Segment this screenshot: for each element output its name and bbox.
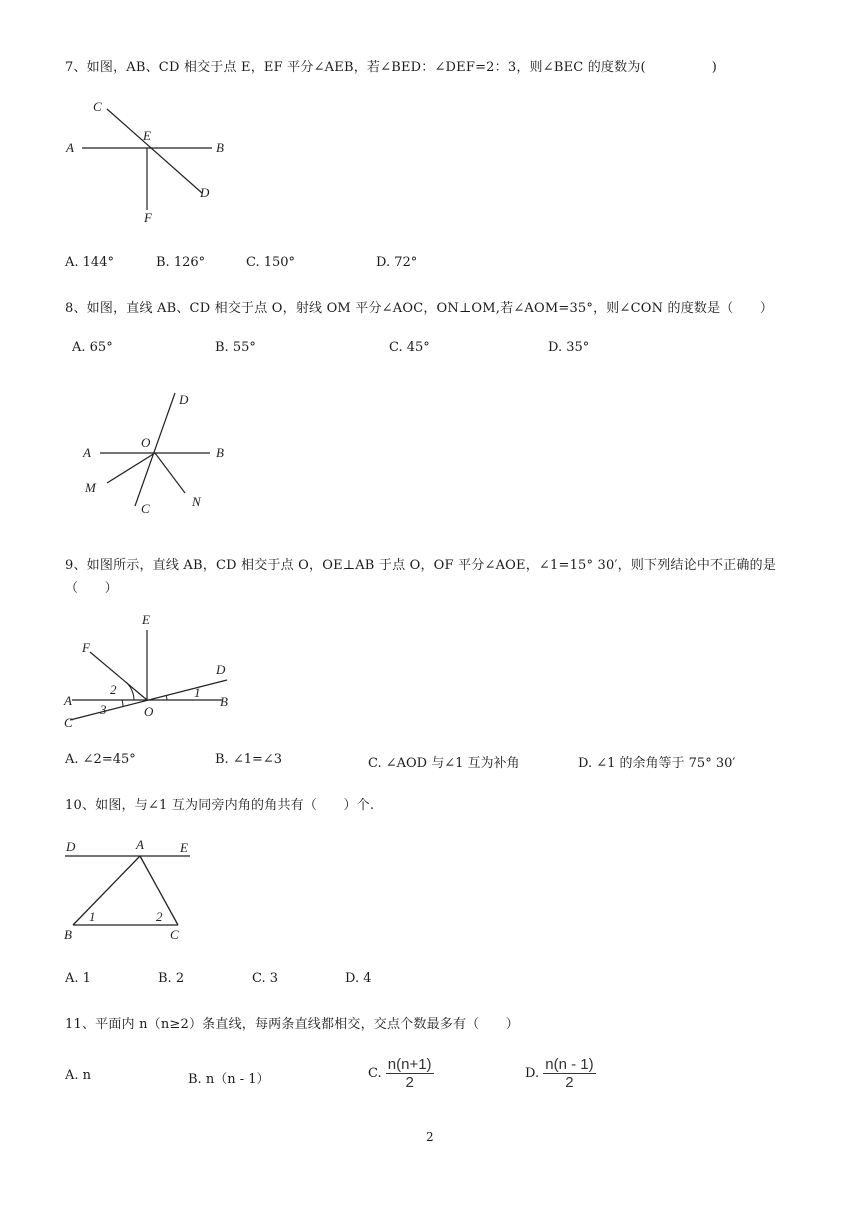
- q8-label-n: N: [192, 494, 201, 509]
- q9-option-d[interactable]: D. ∠1 的余角等于 75° 30′: [578, 756, 736, 771]
- q7-label-f: F: [144, 210, 152, 225]
- q7-label-b: B: [216, 140, 224, 155]
- q9-label-f: F: [82, 640, 90, 655]
- q11-option-b[interactable]: B. n（n - 1）: [188, 1072, 270, 1087]
- q9-label-d: D: [216, 662, 226, 677]
- q7-option-d[interactable]: D. 72°: [376, 255, 418, 270]
- question-9-figure: [62, 610, 242, 735]
- q10-label-a: A: [136, 837, 144, 852]
- question-11-text: 11、平面内 n（n≥2）条直线，每两条直线都相交，交点个数最多有（ ）: [65, 1017, 519, 1032]
- q10-label-e: E: [180, 840, 188, 855]
- q8-label-b: B: [216, 445, 224, 460]
- q9-label-e: E: [142, 612, 150, 627]
- q9-label-b: B: [220, 694, 228, 709]
- q7-label-c: C: [93, 99, 102, 114]
- q8-label-a: A: [83, 445, 91, 460]
- q9-label-1: 1: [194, 685, 201, 700]
- q11-option-d-fraction: [543, 1056, 595, 1091]
- q10-option-d[interactable]: D. 4: [345, 971, 372, 986]
- q8-option-b[interactable]: B. 55°: [215, 340, 256, 355]
- q10-option-c[interactable]: C. 3: [252, 971, 279, 986]
- q8-option-c[interactable]: C. 45°: [389, 340, 430, 355]
- q8-option-a[interactable]: A. 65°: [72, 340, 113, 355]
- q10-label-b: B: [64, 927, 72, 942]
- q11-option-d[interactable]: [525, 1056, 596, 1091]
- question-10-text: 10、如图，与∠1 互为同旁内角的角共有（ ）个.: [65, 798, 375, 813]
- q9-label-3: 3: [100, 702, 107, 717]
- q9-label-o: O: [144, 704, 154, 719]
- q7-label-e: E: [143, 128, 151, 143]
- q8-label-d: D: [179, 392, 189, 407]
- question-7-text: 7、如图，AB、CD 相交于点 E，EF 平分∠AEB，若∠BED：∠DEF=2：3，则∠BEC 的度数为( ): [65, 60, 718, 75]
- q9-option-a[interactable]: A. ∠2=45°: [65, 752, 136, 767]
- q7-label-d: D: [200, 185, 210, 200]
- q8-option-d[interactable]: D. 35°: [548, 340, 590, 355]
- q11-option-d-denominator: 2: [565, 1074, 574, 1091]
- q10-option-a[interactable]: A. 1: [65, 971, 91, 986]
- q11-option-d-label: D.: [525, 1066, 540, 1081]
- question-9-text-blank: （ ）: [65, 581, 118, 596]
- q9-label-a: A: [64, 693, 72, 708]
- question-7-figure: [62, 95, 232, 230]
- q11-option-c[interactable]: [368, 1056, 434, 1091]
- q9-option-c[interactable]: C. ∠AOD 与∠1 互为补角: [368, 756, 520, 771]
- q7-option-c[interactable]: C. 150°: [246, 255, 296, 270]
- q7-option-b[interactable]: B. 126°: [156, 255, 206, 270]
- q7-option-a[interactable]: A. 144°: [65, 255, 114, 270]
- q8-label-m: M: [85, 480, 96, 495]
- q8-label-o: O: [141, 435, 151, 450]
- question-8-text: 8、如图，直线 AB、CD 相交于点 O，射线 OM 平分∠AOC，ON⊥OM,若∠AOM=35°，则∠CON 的度数是（ ）: [65, 301, 774, 316]
- q11-option-d-numerator: n(n - 1): [545, 1056, 594, 1073]
- q10-label-1: 1: [89, 909, 96, 924]
- question-8-figure: [75, 388, 245, 523]
- q8-label-c: C: [141, 501, 150, 516]
- q10-option-b[interactable]: B. 2: [158, 971, 185, 986]
- q10-label-d: D: [66, 839, 76, 854]
- q7-label-a: A: [66, 140, 74, 155]
- q10-label-c: C: [170, 927, 179, 942]
- question-10-figure: [60, 835, 200, 945]
- q11-option-a[interactable]: A. n: [65, 1068, 92, 1083]
- q11-option-c-fraction: [386, 1056, 434, 1091]
- q9-label-c: C: [64, 715, 73, 730]
- q11-option-c-numerator: n(n+1): [387, 1056, 432, 1073]
- q9-option-b[interactable]: B. ∠1=∠3: [215, 752, 283, 767]
- page-number: 2: [426, 1130, 434, 1144]
- question-9-text: 9、如图所示，直线 AB，CD 相交于点 O，OE⊥AB 于点 O，OF 平分∠AOE，∠1=15° 30′，则下列结论中不正确的是: [65, 558, 777, 573]
- q9-label-2: 2: [110, 682, 117, 697]
- q11-option-c-denominator: 2: [405, 1074, 414, 1091]
- q10-label-2: 2: [156, 909, 163, 924]
- q11-option-c-label: C.: [368, 1066, 382, 1081]
